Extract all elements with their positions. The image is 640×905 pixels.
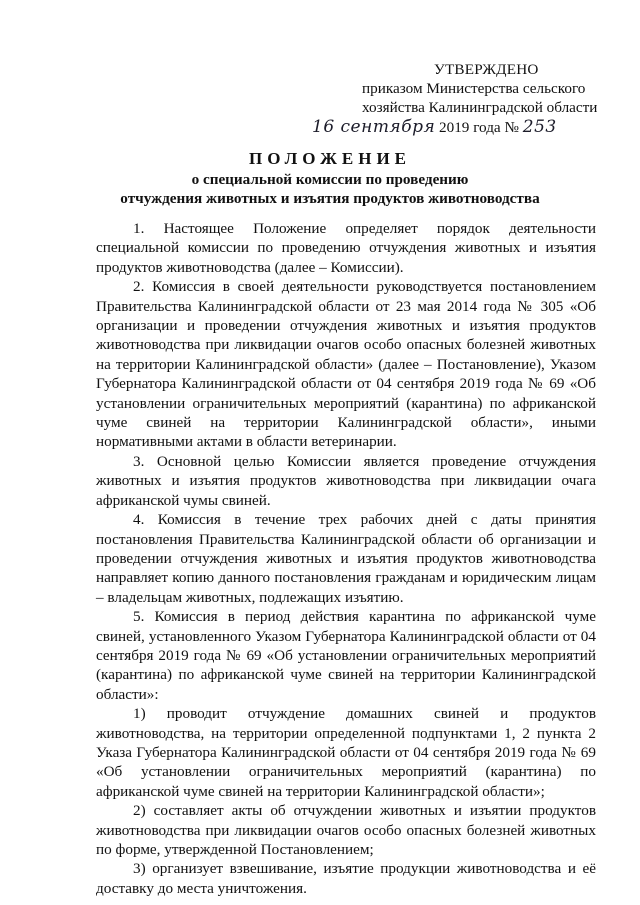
paragraph-5: 5. Комиссия в период действия карантина по африканской чуме свиней, установленного Указом Губернатора Калининградской области от 04 сентября 2019 года № 69 «Об установлении ограничительных мероприятий (карантина) по африканской чуме свиней на территории Калининградской области»: [96,608,596,703]
document-subtitle-line-2: отчуждения животных и изъятия продуктов животноводства [120,190,540,207]
document-title: ПОЛОЖЕНИЕ [249,149,411,168]
title-block [60,148,600,208]
approval-block [312,60,632,137]
approval-line-1: приказом Министерства сельского [362,80,586,97]
handwritten-order-number: 253 [522,117,557,137]
approval-date-line [312,118,632,137]
subparagraph-2: 2) составляет акты об отчуждении животных и изъятии продуктов животноводства при ликвидации очагов особо опасных болезней животных по форме, утвержденной Постановлением; [96,802,596,858]
document-subtitle-line-1: о специальной комиссии по проведению [191,171,469,188]
paragraph-3: 3. Основной целью Комиссии является проведение отчуждения животных и изъятия продуктов животноводства при ликвидации очага африканской чумы свиней. [96,452,596,509]
paragraph-1: 1. Настоящее Положение определяет порядок деятельности специальной комиссии по проведению отчуждения животных и изъятия продуктов животноводства (далее – Комиссии). [96,220,596,276]
approval-date-rest: 2019 года № [439,119,519,136]
handwritten-date: 16 сентября [312,117,436,137]
approval-heading: УТВЕРЖДЕНО [434,61,539,78]
approval-line-2: хозяйства Калининградской области [362,99,598,116]
paragraph-2: 2. Комиссия в своей деятельности руководствуется постановлением Правительства Калининградской области от 23 мая 2014 года № 305 «Об организации и проведении отчуждения животных и изъятия продуктов животноводства при ликвидации очагов особо опасных болезней животных на территории Калининградской области» (далее – Постановление), Указом Губернатора Калининградской области от 04 сентября 2019 года № 69 «Об установлении ограничительных мероприятий (карантина) по африканской чуме свиней на территории Калининградской области», иными нормативными актами в области ветеринарии. [96,278,596,451]
paragraph-4: 4. Комиссия в течение трех рабочих дней с даты принятия постановления Правительства Калининградской области об организации и проведении отчуждения животных и изъятия продуктов животноводства направляет копию данного постановления гражданам и юридическим лицам – владельцам животных, подлежащих изъятию. [96,511,596,606]
subparagraph-3: 3) организует взвешивание, изъятие продукции животноводства и её доставку до места уничтожения. [96,860,596,897]
subparagraph-1: 1) проводит отчуждение домашних свиней и продуктов животноводства, на территории определенной подпунктами 1, 2 пункта 2 Указа Губернатора Калининградской области от 04 сентября 2019 года № 69 «Об установлении ограничительных мероприятий (карантина) по африканской чуме свиней на территории Калининградской области»; [96,705,596,800]
document-body [96,219,596,898]
